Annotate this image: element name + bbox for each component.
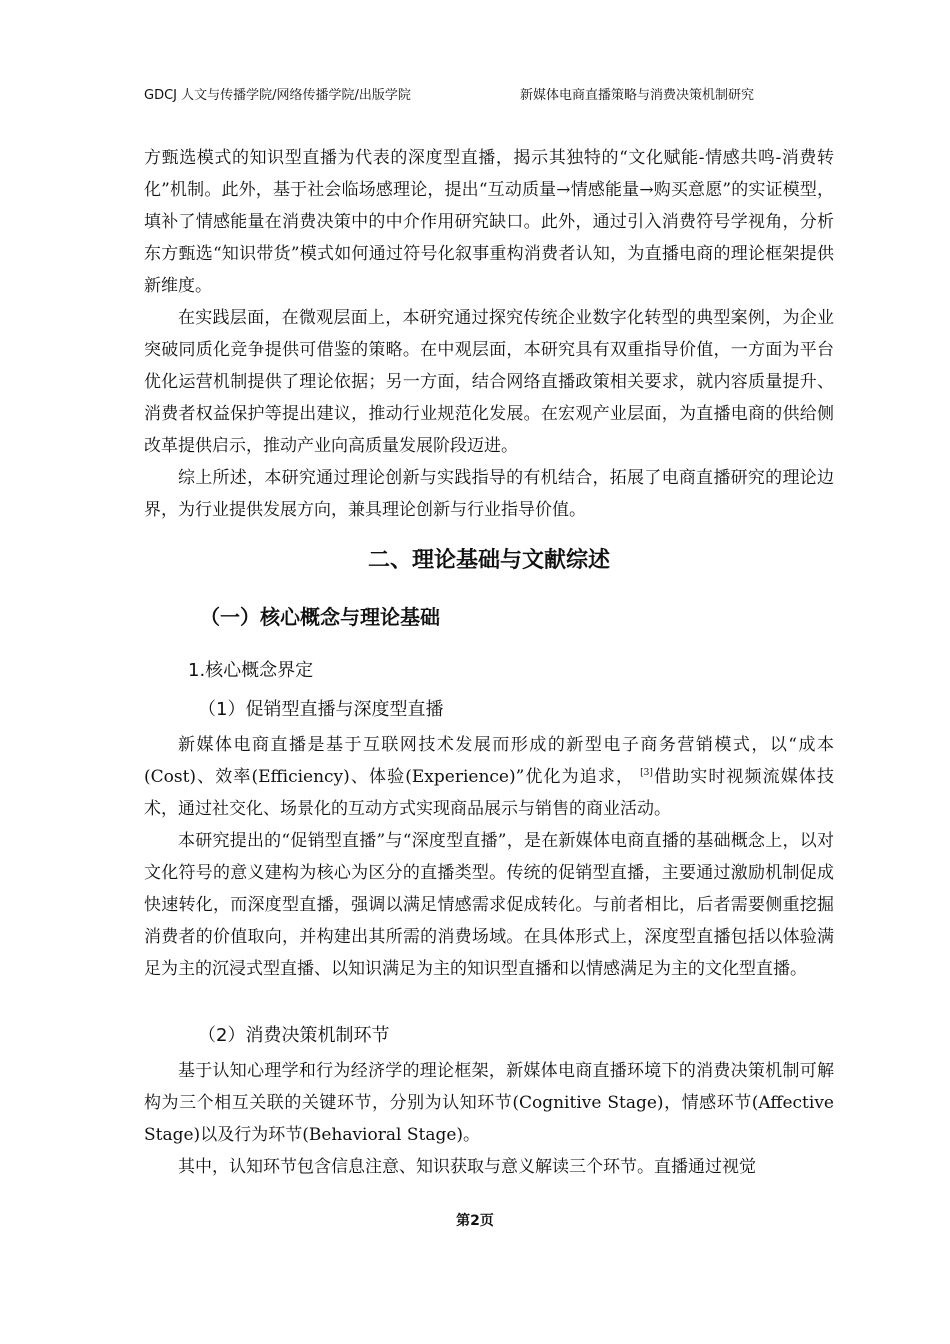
section-heading: 二、理论基础与文献综述 — [367, 548, 610, 573]
paragraph-cognitive-stage: 其中，认知环节包含信息注意、知识获取与意义解读三个环节。直播通过视觉 — [178, 1157, 756, 1177]
item-heading-decision-stages-text: （2）消费决策机制环节 — [198, 1025, 390, 1046]
paragraph-theory-contribution: 方甄选模式的知识型直播为代表的深度型直播，揭示其独特的“文化赋能-情感共鸣-消费转化”机制。此外，基于社会临场感理论，提出“互动质量→情感能量→购买意愿”的实证模型，填补了情感能量在消费决策中的中介作用研究缺口。此外，通过引入消费符号学视角，分析东方甄选“知识带货”模式如何通过符号化叙事重构消费者认知，为直播电商的理论框架提供新维度。 — [144, 148, 834, 296]
page-header — [144, 86, 806, 106]
page-number: 第2页 — [456, 1213, 494, 1229]
definition-text-a: 新媒体电商直播是基于互联网技术发展而形成的新型电子商务营销模式，以“成本(Cost)、效率(Efficiency)、体验(Experience)”优化为追求， — [144, 735, 834, 787]
citation-ref: [3] — [640, 768, 653, 779]
live-types-section — [144, 729, 834, 985]
item-heading-live-types — [198, 695, 443, 721]
header-institution: GDCJ 人文与传播学院/网络传播学院/出版学院 — [144, 88, 411, 103]
item-heading-decision-stages — [198, 1021, 389, 1047]
header-paper-title: 新媒体电商直播策略与消费决策机制研究 — [520, 88, 755, 103]
paragraph-framework: 基于认知心理学和行为经济学的理论框架，新媒体电商直播环境下的消费决策机制可解构为三个相互关联的关键环节，分别为认知环节(Cognitive Stage)，情感环节(Affective Stage)以及行为环节(Behavioral Stage)。 — [144, 1061, 834, 1145]
significance-section — [144, 142, 834, 526]
decision-stages-section — [144, 1055, 834, 1183]
paragraph-live-types: 本研究提出的“促销型直播”与“深度型直播”，是在新媒体电商直播的基础概念上，以对文化符号的意义建构为核心为区分的直播类型。传统的促销型直播，主要通过激励机制促成快速转化，而深度型直播，强调以满足情感需求促成转化。与前者相比，后者需要侧重挖掘消费者的价值取向，并构建出其所需的消费场域。在具体形式上，深度型直播包括以体验满足为主的沉浸式型直播、以知识满足为主的知识型直播和以情感满足为主的文化型直播。 — [144, 831, 834, 979]
paragraph-practice-contribution: 在实践层面，在微观层面上，本研究通过探究传统企业数字化转型的典型案例，为企业突破同质化竞争提供可借鉴的策略。在中观层面，本研究具有双重指导价值，一方面为平台优化运营机制提供了理论依据；另一方面，结合网络直播政策相关要求，就内容质量提升、消费者权益保护等提出建议，推动行业规范化发展。在宏观产业层面，为直播电商的供给侧改革提供启示，推动产业向高质量发展阶段迈进。 — [144, 308, 834, 456]
definition-text-b: 借助实时视频流媒体技术，通过社交化、场景化的互动方式实现商品展示与销售的商业活动。 — [144, 767, 834, 819]
paragraph-summary: 综上所述，本研究通过理论创新与实践指导的有机结合，拓展了电商直播研究的理论边界，为行业提供发展方向，兼具理论创新与行业指导价值。 — [144, 468, 834, 520]
subsubsection-heading: 1.核心概念界定 — [188, 660, 314, 681]
item-heading-live-types-text: （1）促销型直播与深度型直播 — [198, 699, 444, 720]
subsection-heading: （一）核心概念与理论基础 — [200, 605, 440, 629]
paragraph-definition — [144, 729, 834, 825]
